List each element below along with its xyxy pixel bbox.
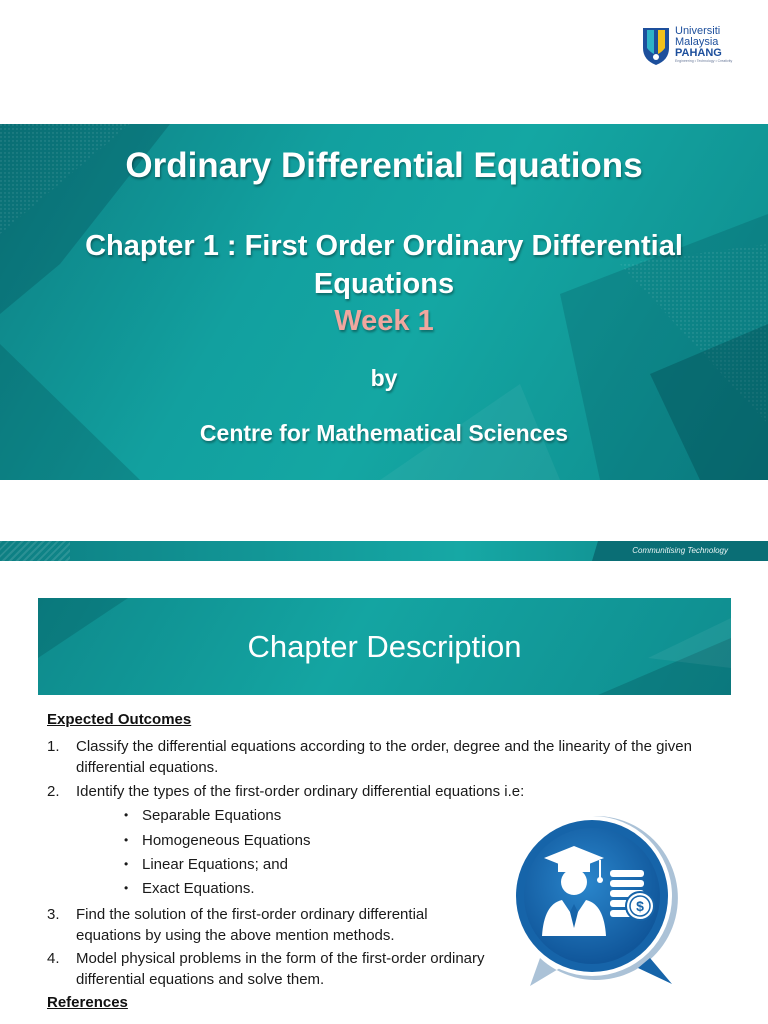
university-shield-logo-icon <box>641 26 671 66</box>
graduate-with-coins-icon <box>500 808 690 988</box>
logo-line-1: Universiti <box>675 25 721 37</box>
outcome-text: Classify the differential equations according to the order, degree and the linearity of the given differential equations. <box>76 738 692 776</box>
outcome-text: Identify the types of the first-order ordinary differential equations i.e: <box>76 783 525 800</box>
by-label: by <box>370 365 398 391</box>
outcome-item <box>47 948 497 990</box>
university-name <box>675 26 732 64</box>
logo-tagline: Engineering • Technology • Creativity <box>675 59 733 63</box>
outcome-item <box>47 781 727 802</box>
logo-line-3: PAHANG <box>675 47 722 59</box>
bullet-glyph: • <box>124 857 129 871</box>
footer-tagline: Communitising Technology <box>632 546 728 555</box>
svg-text:$: $ <box>636 898 644 914</box>
outcome-number: 3. <box>47 906 60 923</box>
equation-type: Separable Equations <box>142 807 282 824</box>
equation-type: Homogeneous Equations <box>142 832 311 849</box>
university-logo <box>641 26 741 68</box>
equation-type: Linear Equations; and <box>142 856 288 873</box>
author-name: Centre for Mathematical Sciences <box>199 420 569 446</box>
outcome-number: 2. <box>47 783 60 800</box>
chapter-title: Chapter 1 : First Order Ordinary Differential Equations <box>85 230 683 300</box>
bullet-glyph: • <box>124 808 129 822</box>
chapter-description-header <box>38 598 731 695</box>
bullet-glyph: • <box>124 881 129 895</box>
logo-line-2: Malaysia <box>675 36 719 48</box>
equation-type: Exact Equations. <box>142 880 255 897</box>
bullet-glyph: • <box>124 833 129 847</box>
expected-outcomes-label: Expected Outcomes <box>47 711 192 728</box>
references-label: References <box>47 994 128 1011</box>
outcome-text: Model physical problems in the form of the first-order ordinary differential equations and solve them. <box>76 950 485 988</box>
outcome-number: 1. <box>47 738 60 755</box>
title-banner <box>0 124 768 480</box>
week-label: Week 1 <box>334 305 434 337</box>
slide-heading: Chapter Description <box>247 629 522 664</box>
outcome-number: 4. <box>47 950 60 967</box>
outcome-item <box>47 736 727 778</box>
presentation-title: Ordinary Differential Equations <box>125 146 643 185</box>
outcome-text: Find the solution of the first-order ordinary differential equations by using the above mention methods. <box>76 906 428 944</box>
footer-stripes <box>0 541 70 561</box>
outcome-item <box>47 904 497 946</box>
